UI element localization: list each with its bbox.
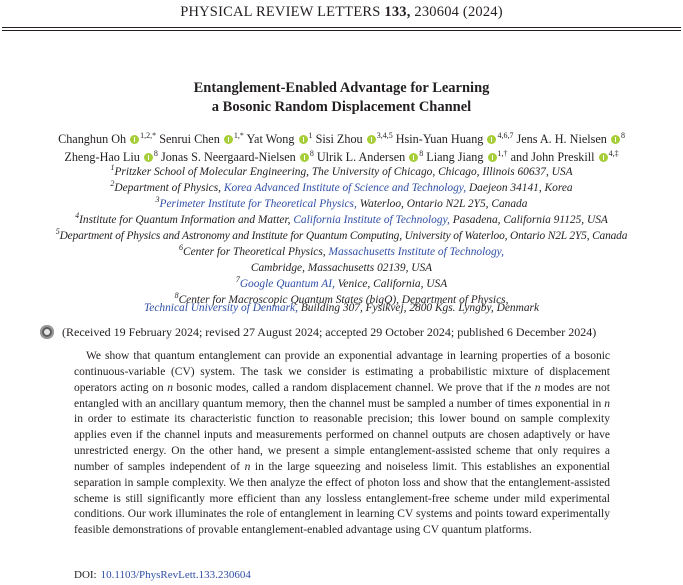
affiliation-link[interactable]: Massachusetts Institute of Technology, [328, 246, 504, 258]
affiliation-4: $^4$Institute for Quantum Information and Matter, California Institute of Technology, Pasadena, California 91125, USA [75, 211, 608, 226]
author-name[interactable]: Jens A. H. Nielsen [516, 132, 607, 146]
author-name[interactable]: Zheng-Hao Liu [64, 150, 140, 164]
received-text: (Received 19 February 2024; revised 27 August 2024; accepted 29 October 2024; published 6 December 2024) [62, 325, 597, 339]
doi-link[interactable]: 10.1103/PhysRevLett.133.230604 [100, 569, 251, 581]
orcid-icon[interactable] [611, 135, 620, 144]
author-name[interactable]: John Preskill [531, 150, 595, 164]
orcid-icon[interactable] [299, 135, 308, 144]
title-line-2: a Bosonic Random Displacement Channel [211, 99, 472, 115]
author-line-1: Changhun Oh $^{1,2,*}$ Senrui Chen $^{1,*}$ Yat Wong $^1$ Sisi Zhou $^{3,4,5}$ Hsin-Yuan Huang $^{4,6,7}$ Jens A. H. Nielsen $^8$ [58, 130, 625, 146]
orcid-icon[interactable] [488, 153, 497, 162]
affiliation-8-line-2: Technical University of Denmark, Building 307, Fysikvej, 2800 Kgs. Lyngby, Denmark [143, 302, 540, 314]
orcid-icon[interactable] [130, 135, 139, 144]
received-dates [40, 325, 596, 340]
orcid-icon[interactable] [367, 135, 376, 144]
paper-title [0, 79, 683, 117]
author-name[interactable]: Liang Jiang [426, 150, 484, 164]
affiliation-2: $^2$Department of Physics, Korea Advanced Institute of Science and Technology, Daejeon 34141, Korea [110, 179, 573, 194]
abstract: We show that quantum entanglement can provide an exponential advantage in learning properties of a bosonic continuous-variable (CV) system. The task we consider is estimating a probabilistic mixture of displacement operators acting on n bosonic modes, called a random displacement channel. We prove that if the n modes are not entangled with an ancillary quantum memory, then the channel must be sampled a number of times exponential in n in order to estimate its characteristic function to reasonable precision; this lower bound on sample complexity applies even if the channel inputs and measurements performed on channel outputs are chosen adaptively or have unrestricted energy. On the other hand, we present a simple entanglement-assisted scheme that only requires a number of samples independent of n in the large squeezing and noiseless limit. This establishes an exponential separation in sample complexity. We then analyze the effect of photon loss and show that the entanglement-assisted scheme is still significantly more efficient than any lossless entanglement-free scheme under mild experimental conditions. Our work illuminates the role of entanglement in learning CV systems and points toward experimentally feasible demonstrations of provable entanglement-enabled advantage using CV quantum platforms. [74, 350, 611, 537]
affiliation-8: $^8$Center for Macroscopic Quantum States (bigQ), Department of Physics, [174, 291, 509, 306]
orcid-icon[interactable] [224, 135, 233, 144]
affiliation-3: $^3$Perimeter Institute for Theoretical Physics, Waterloo, Ontario N2L 2Y5, Canada [155, 195, 528, 210]
author-name[interactable]: Hsin-Yuan Huang [395, 132, 484, 146]
affiliation-6: $^6$Center for Theoretical Physics, Massachusetts Institute of Technology, [179, 243, 504, 258]
affiliation-link[interactable]: Korea Advanced Institute of Science and Technology, [223, 182, 467, 194]
affiliation-7: $^7$Google Quantum AI, Venice, California, USA [235, 275, 448, 290]
affiliation-6-line-2: Cambridge, Massachusetts 02139, USA [250, 262, 433, 274]
journal-name: PHYSICAL REVIEW LETTERS [180, 4, 381, 20]
author-name[interactable]: Changhun Oh [58, 132, 127, 146]
orcid-icon[interactable] [409, 153, 418, 162]
orcid-icon[interactable] [144, 153, 153, 162]
header-rule-bottom [2, 30, 681, 31]
conjunction: and [510, 150, 529, 164]
author-name[interactable]: Ulrik L. Andersen [316, 150, 406, 164]
affiliation-link[interactable]: Technical University of Denmark, [143, 302, 298, 314]
affiliation-5: $^5$Department of Physics and Astronomy and Institute for Quantum Computing, University of Waterloo, Ontario N2L 2Y5, Canada [55, 227, 628, 242]
title-line-1: Entanglement-Enabled Advantage for Learning [193, 80, 490, 96]
author-name[interactable]: Sisi Zhou [315, 132, 363, 146]
check-for-updates-icon[interactable] [40, 325, 54, 339]
article-number: 230604 (2024) [414, 4, 503, 20]
journal-header [0, 4, 683, 21]
author-name[interactable]: Yat Wong [246, 132, 295, 146]
author-name[interactable]: Jonas S. Neergaard-Nielsen [160, 150, 296, 164]
affiliation-1: $^1$Pritzker School of Molecular Engineering, The University of Chicago, Chicago, Illinois 60637, USA [110, 163, 573, 178]
affiliation-link[interactable]: Google Quantum AI, [239, 278, 335, 290]
doi-label: DOI: [74, 569, 97, 581]
doi-line [74, 569, 251, 581]
affiliation-link[interactable]: California Institute of Technology, [293, 214, 450, 226]
affiliation-link[interactable]: Perimeter Institute for Theoretical Physics, [159, 198, 357, 210]
orcid-icon[interactable] [599, 153, 608, 162]
orcid-icon[interactable] [300, 153, 309, 162]
journal-volume: 133, [384, 4, 411, 20]
author-name[interactable]: Senrui Chen [159, 132, 220, 146]
orcid-icon[interactable] [487, 135, 496, 144]
author-line-2: Zheng-Hao Liu $^8$ Jonas S. Neergaard-Nielsen $^8$ Ulrik L. Andersen $^8$ Liang Jiang $^{1,\dagger}$ and John Preskill $^{4,\ddagger}$ [64, 148, 619, 164]
header-rule-top [2, 27, 681, 28]
